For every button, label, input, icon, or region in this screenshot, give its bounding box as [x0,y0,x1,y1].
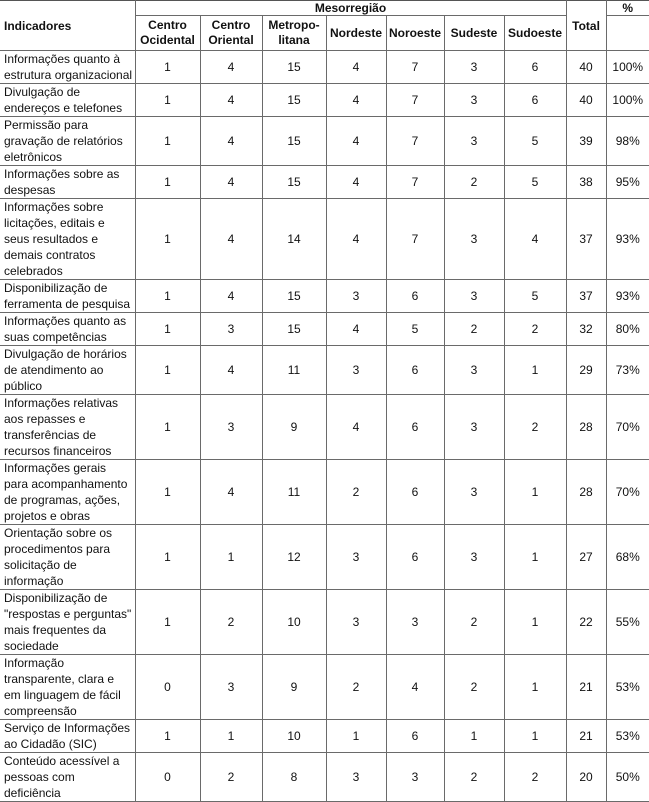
region-value-cell: 11 [262,346,326,395]
region-value-cell: 10 [262,590,326,655]
percent-cell: 80% [606,313,649,346]
region-value-cell: 2 [200,753,262,802]
region-value-cell: 1 [504,346,566,395]
indicator-label: Informação transparente, clara e em linguagem de fácil compreensão [0,655,135,720]
region-value-cell: 1 [135,720,200,753]
indicator-label: Informações quanto à estrutura organizacional [0,51,135,84]
region-value-cell: 1 [326,720,386,753]
region-value-cell: 8 [262,753,326,802]
total-cell: 32 [566,313,606,346]
total-cell: 39 [566,117,606,166]
header-region-line1: Centro [211,18,251,32]
total-cell: 21 [566,720,606,753]
region-value-cell: 2 [326,655,386,720]
region-value-cell: 3 [386,590,444,655]
region-value-cell: 6 [504,84,566,117]
region-value-cell: 2 [444,166,504,199]
header-region-line2: litana [278,33,310,47]
region-value-cell: 7 [386,199,444,280]
region-value-cell: 4 [200,280,262,313]
region-value-cell: 3 [326,525,386,590]
indicator-label: Disponibilização de ferramenta de pesquisa [0,280,135,313]
percent-cell: 98% [606,117,649,166]
header-region [326,16,386,51]
total-cell: 38 [566,166,606,199]
region-value-cell: 3 [326,280,386,313]
percent-cell: 95% [606,166,649,199]
region-value-cell: 2 [444,753,504,802]
region-value-cell: 3 [444,199,504,280]
region-value-cell: 4 [200,460,262,525]
region-value-cell: 2 [444,590,504,655]
region-value-cell: 9 [262,655,326,720]
indicator-label: Informações sobre as despesas [0,166,135,199]
header-region [504,16,566,51]
region-value-cell: 2 [504,395,566,460]
table-row [0,460,649,525]
region-value-cell: 1 [504,655,566,720]
percent-cell: 73% [606,346,649,395]
table-row [0,346,649,395]
region-value-cell: 1 [135,166,200,199]
header-region [444,16,504,51]
region-value-cell: 5 [386,313,444,346]
region-value-cell: 1 [504,460,566,525]
region-value-cell: 1 [200,525,262,590]
table-row [0,395,649,460]
region-value-cell: 7 [386,84,444,117]
region-value-cell: 2 [444,313,504,346]
region-value-cell: 10 [262,720,326,753]
region-value-cell: 3 [200,655,262,720]
percent-cell: 93% [606,280,649,313]
region-value-cell: 6 [386,346,444,395]
total-cell: 40 [566,84,606,117]
header-region-line1: Nordeste [329,25,382,40]
header-region-line1: Metropo- [268,18,320,32]
region-value-cell: 1 [504,525,566,590]
region-value-cell: 4 [326,395,386,460]
region-value-cell: 5 [504,117,566,166]
header-region-line1: Sudoeste [508,25,563,40]
table-row [0,199,649,280]
region-value-cell: 15 [262,313,326,346]
region-value-cell: 4 [200,346,262,395]
header-region [262,16,326,51]
table-row [0,280,649,313]
table-row [0,720,649,753]
percent-cell: 100% [606,84,649,117]
table-row [0,525,649,590]
table-row [0,313,649,346]
header-region [200,16,262,51]
region-value-cell: 2 [504,313,566,346]
region-value-cell: 4 [326,313,386,346]
indicator-label: Conteúdo acessível a pessoas com deficiência [0,753,135,802]
region-value-cell: 6 [386,720,444,753]
header-region-line1: Sudeste [450,25,498,40]
percent-cell: 100% [606,51,649,84]
total-cell: 37 [566,199,606,280]
percent-cell: 70% [606,395,649,460]
header-percent: % [606,1,649,16]
total-cell: 37 [566,280,606,313]
percent-cell: 70% [606,460,649,525]
region-value-cell: 2 [326,460,386,525]
region-value-cell: 4 [326,117,386,166]
header-region-line1: Centro [148,18,187,32]
total-cell: 21 [566,655,606,720]
region-value-cell: 1 [135,525,200,590]
total-cell: 28 [566,460,606,525]
region-value-cell: 15 [262,51,326,84]
region-value-cell: 1 [135,199,200,280]
region-value-cell: 6 [386,280,444,313]
region-value-cell: 6 [386,395,444,460]
region-value-cell: 1 [135,84,200,117]
region-value-cell: 3 [444,395,504,460]
region-value-cell: 1 [135,395,200,460]
region-value-cell: 6 [386,460,444,525]
table-row [0,166,649,199]
region-value-cell: 7 [386,117,444,166]
indicator-label: Permissão para gravação de relatórios eletrônicos [0,117,135,166]
header-mesorregiao: Mesorregião [135,1,566,16]
indicator-label: Informações quanto as suas competências [0,313,135,346]
table-row [0,117,649,166]
total-cell: 28 [566,395,606,460]
header-total: Total [566,1,606,51]
region-value-cell: 4 [200,117,262,166]
region-value-cell: 3 [444,460,504,525]
region-value-cell: 6 [504,51,566,84]
region-value-cell: 3 [444,51,504,84]
header-region-line2: Oriental [208,33,254,47]
region-value-cell: 12 [262,525,326,590]
header-region-line2: Ocidental [140,33,195,47]
region-value-cell: 4 [200,84,262,117]
region-value-cell: 15 [262,280,326,313]
region-value-cell: 0 [135,753,200,802]
region-value-cell: 4 [200,199,262,280]
region-value-cell: 4 [386,655,444,720]
region-value-cell: 14 [262,199,326,280]
region-value-cell: 3 [326,346,386,395]
region-value-cell: 9 [262,395,326,460]
region-value-cell: 0 [135,655,200,720]
region-value-cell: 15 [262,166,326,199]
indicator-label: Disponibilização de "respostas e perguntas" mais frequentes da sociedade [0,590,135,655]
region-value-cell: 1 [135,460,200,525]
region-value-cell: 5 [504,166,566,199]
table-row [0,84,649,117]
region-value-cell: 1 [200,720,262,753]
region-value-cell: 4 [326,51,386,84]
region-value-cell: 5 [504,280,566,313]
region-value-cell: 1 [135,280,200,313]
region-value-cell: 1 [504,720,566,753]
region-value-cell: 15 [262,84,326,117]
indicator-label: Divulgação de endereços e telefones [0,84,135,117]
header-region-line1: Noroeste [388,25,441,40]
indicator-label: Serviço de Informações ao Cidadão (SIC) [0,720,135,753]
region-value-cell: 1 [135,590,200,655]
region-value-cell: 3 [444,280,504,313]
percent-cell: 93% [606,199,649,280]
header-region [135,16,200,51]
region-value-cell: 3 [200,395,262,460]
percent-cell: 53% [606,655,649,720]
region-value-cell: 3 [444,346,504,395]
region-value-cell: 1 [135,117,200,166]
table-row [0,753,649,802]
region-value-cell: 1 [135,51,200,84]
total-cell: 20 [566,753,606,802]
indicator-label: Informações gerais para acompanhamento de programas, ações, projetos e obras [0,460,135,525]
region-value-cell: 3 [326,753,386,802]
table-row [0,51,649,84]
region-value-cell: 6 [386,525,444,590]
region-value-cell: 1 [444,720,504,753]
region-value-cell: 2 [200,590,262,655]
region-value-cell: 3 [326,590,386,655]
region-value-cell: 4 [504,199,566,280]
header-indicadores: Indicadores [0,1,135,51]
region-value-cell: 3 [444,525,504,590]
percent-cell: 55% [606,590,649,655]
region-value-cell: 1 [135,346,200,395]
region-value-cell: 2 [504,753,566,802]
total-cell: 22 [566,590,606,655]
region-value-cell: 3 [444,117,504,166]
region-value-cell: 11 [262,460,326,525]
total-cell: 40 [566,51,606,84]
indicator-label: Orientação sobre os procedimentos para solicitação de informação [0,525,135,590]
region-value-cell: 2 [444,655,504,720]
region-value-cell: 7 [386,166,444,199]
region-value-cell: 3 [386,753,444,802]
region-value-cell: 15 [262,117,326,166]
table-row [0,590,649,655]
table-row [0,655,649,720]
region-value-cell: 4 [200,51,262,84]
total-cell: 29 [566,346,606,395]
header-percent-empty-cell [606,16,649,51]
region-value-cell: 4 [326,199,386,280]
total-cell: 27 [566,525,606,590]
header-region [386,16,444,51]
region-value-cell: 1 [504,590,566,655]
region-value-cell: 3 [444,84,504,117]
indicator-label: Divulgação de horários de atendimento ao público [0,346,135,395]
region-value-cell: 4 [326,166,386,199]
region-value-cell: 1 [135,313,200,346]
region-value-cell: 3 [200,313,262,346]
indicator-label: Informações sobre licitações, editais e seus resultados e demais contratos celebrados [0,199,135,280]
percent-cell: 50% [606,753,649,802]
region-value-cell: 4 [326,84,386,117]
percent-cell: 53% [606,720,649,753]
region-value-cell: 4 [200,166,262,199]
percent-cell: 68% [606,525,649,590]
indicator-label: Informações relativas aos repasses e transferências de recursos financeiros [0,395,135,460]
region-value-cell: 7 [386,51,444,84]
